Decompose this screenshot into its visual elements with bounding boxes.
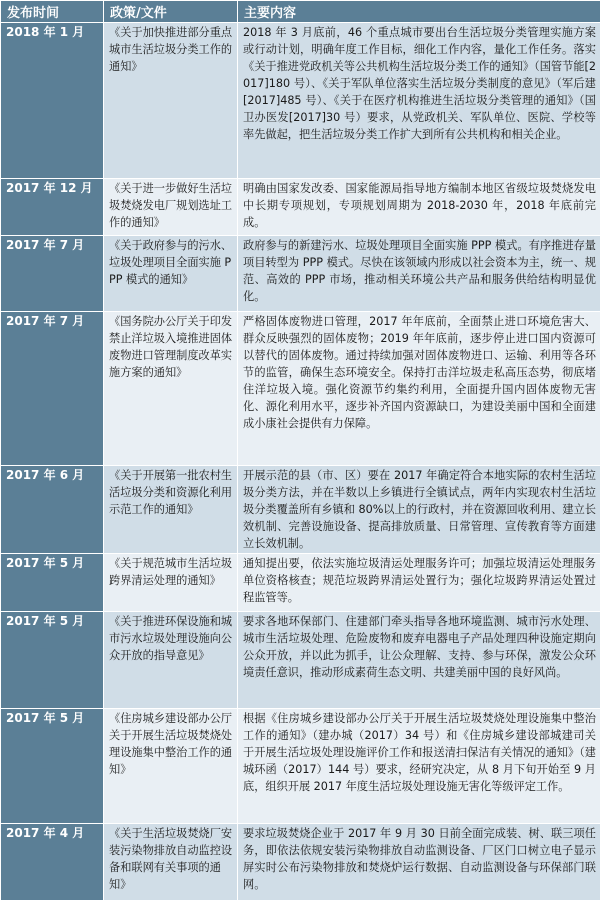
row-policy: 《关于规范城市生活垃圾跨界清运处理的通知》 xyxy=(104,554,238,612)
table-row xyxy=(1,824,600,901)
table-row xyxy=(1,612,600,709)
row-date: 2017 年 7 月 xyxy=(1,312,104,466)
row-content: 政府参与的新建污水、垃圾处理项目全面实施 PPP 模式。有序推进存量项目转型为 PPP 模式。尽快在该领域内形成以社会资本为主，统一、规范、高效的 PPP 市场，推动相关环境公共产品和服务供给结构明显优化。 xyxy=(238,236,600,312)
table-row xyxy=(1,236,600,312)
row-policy: 《关于开展第一批农村生活垃圾分类和资源化利用示范工作的通知》 xyxy=(104,466,238,554)
row-content: 开展示范的县（市、区）要在 2017 年确定符合本地实际的农村生活垃圾分类方法，并在半数以上乡镇进行全镇试点，两年内实现农村生活垃圾分类覆盖所有乡镇和 80%以上的行政村，并在资源回收利用、建立长效机制、完善设施设备、提高排放质量、日常管理、宣传教育等方面建立长效机制。 xyxy=(238,466,600,554)
row-policy: 《住房城乡建设部办公厅关于开展生活垃圾焚烧处理设施集中整治工作的通知》 xyxy=(104,709,238,824)
header-date: 发布时间 xyxy=(1,1,104,23)
table-row xyxy=(1,709,600,824)
table-row xyxy=(1,179,600,236)
row-date: 2018 年 1 月 xyxy=(1,23,104,179)
table-row xyxy=(1,23,600,179)
row-content: 通知提出要，依法实施垃圾清运处理服务许可；加强垃圾清运处理服务单位资格核查；规范垃圾跨界清运处置行为；强化垃圾跨界清运处置过程监管等。 xyxy=(238,554,600,612)
row-policy: 《关于政府参与的污水、垃圾处理项目全面实施 PPP 模式的通知》 xyxy=(104,236,238,312)
row-policy: 《国务院办公厅关于印发禁止洋垃圾入境推进固体废物进口管理制度改革实施方案的通知》 xyxy=(104,312,238,466)
row-policy: 《关于推进环保设施和城市污水垃圾处理设施向公众开放的指导意见》 xyxy=(104,612,238,709)
row-content: 明确由国家发改委、国家能源局指导地方编制本地区省级垃圾焚烧发电中长期专项规划，专项规划周期为 2018-2030 年，2018 年底前完成。 xyxy=(238,179,600,236)
row-policy: 《关于进一步做好生活垃圾焚烧发电厂规划选址工作的通知》 xyxy=(104,179,238,236)
row-date: 2017 年 5 月 xyxy=(1,612,104,709)
row-date: 2017 年 6 月 xyxy=(1,466,104,554)
header-content: 主要内容 xyxy=(238,1,600,23)
row-date: 2017 年 7 月 xyxy=(1,236,104,312)
row-policy: 《关于生活垃圾焚烧厂安装污染物排放自动监控设备和联网有关事项的通知》 xyxy=(104,824,238,901)
row-date: 2017 年 4 月 xyxy=(1,824,104,901)
row-date: 2017 年 5 月 xyxy=(1,554,104,612)
row-content: 2018 年 3 月底前，46 个重点城市要出台生活垃圾分类管理实施方案或行动计划，明确年度工作目标，细化工作内容，量化工作任务。落实《关于推进党政机关等公共机构生活垃圾分类工作的通知》（国管节能[2017]180 号）、《关于军队单位落实生活垃圾分类制度的意见》（军后建[2017]485 号）、《关于在医疗机构推进生活垃圾分类管理的通知》（国卫办医发[2017]30 号）要求，从党政机关、军队单位、医院、学校等率先做起，把生活垃圾分类工作扩大到所有公共机构和相关企业。 xyxy=(238,23,600,179)
row-content: 要求各地环保部门、住建部门牵头指导各地环境监测、城市污水处理、城市生活垃圾处理、危险废物和废弃电器电子产品处理四种设施定期向公众开放，并以此为抓手，让公众理解、支持、参与环保，激发公众环境责任意识，推动形成素荷生态文明、共建美丽中国的良好风尚。 xyxy=(238,612,600,709)
table-header-row xyxy=(1,1,600,23)
row-policy: 《关于加快推进部分重点城市生活垃圾分类工作的通知》 xyxy=(104,23,238,179)
row-content: 要求垃圾焚烧企业于 2017 年 9 月 30 日前全面完成装、树、联三项任务，即依法依规安装污染物排放自动监测设备、厂区门口树立电子显示屏实时公布污染物排放和焚烧炉运行数据、自动监测设备与环保部门联网。 xyxy=(238,824,600,901)
table-row xyxy=(1,466,600,554)
table-row xyxy=(1,312,600,466)
row-date: 2017 年 5 月 xyxy=(1,709,104,824)
row-content: 根据《住房城乡建设部办公厅关于开展生活垃圾焚烧处理设施集中整治工作的通知》（建办城（2017）34 号）和《住房城乡建设部城建司关于开展生活垃圾处理设施评价工作和报送清扫保洁有关情况的通知》（建城环函（2017）144 号）要求，经研究决定，从 8 月下旬开始至 9 月底，组织开展 2017 年度生活垃圾处理设施无害化等级评定工作。 xyxy=(238,709,600,824)
table-row xyxy=(1,554,600,612)
header-policy: 政策/文件 xyxy=(104,1,238,23)
row-date: 2017 年 12 月 xyxy=(1,179,104,236)
row-content: 严格固体废物进口管理，2017 年年底前，全面禁止进口环境危害大、群众反映强烈的固体废物；2019 年年底前，逐步停止进口国内资源可以替代的固体废物。通过持续加强对固体废物进口、运输、利用等各环节的监管，确保生态环境安全。保持打击洋垃圾走私高压态势，彻底堵住洋垃圾入境。强化资源节约集约利用，全面提升国内固体废物无害化、源化利用水平，逐步补齐国内资源缺口，为建设美丽中国和全面建成小康社会提供有力保障。 xyxy=(238,312,600,466)
